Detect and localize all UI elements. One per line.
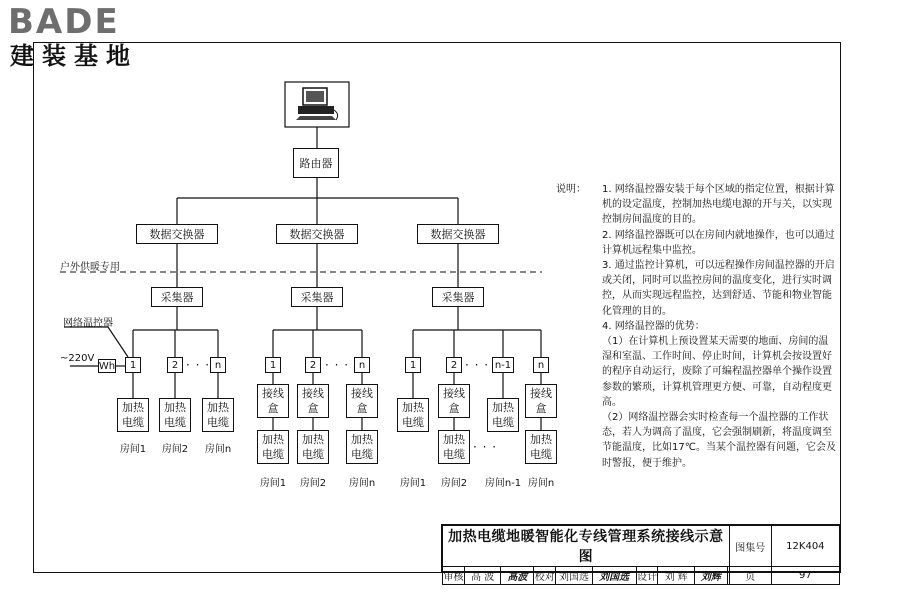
note-number: 1. xyxy=(602,184,612,195)
room-label: 房间1 xyxy=(119,444,147,455)
junction-box: 接线盒 xyxy=(438,384,470,418)
watt-meter: Wh xyxy=(98,360,116,372)
thermostat-unit: n-1 xyxy=(492,357,514,373)
collector-2: 采集器 xyxy=(291,287,343,307)
junction-box: 接线盒 xyxy=(257,384,289,418)
notes xyxy=(556,182,836,471)
thermostat-unit: n xyxy=(533,357,549,373)
title-block xyxy=(441,524,841,583)
note-text: 网络温控器既可以在房间内就地操作，也可以通过计算机远程集中监控。 xyxy=(602,229,835,256)
thermostat-unit: n xyxy=(354,357,370,373)
heating-cable-box: 加热电缆 xyxy=(525,430,557,464)
room-label: 房间n xyxy=(527,478,555,489)
check-label: 校对 xyxy=(534,567,556,585)
note-sub-item: （1）在计算机上预设置某天需要的地面、房间的温湿和室温、工作时间、停止时间，计算机会按设置好的程序自动运行，废除了可编程温控器单个操作设置参数的繁琐，计算机管理更方便、可靠，自动程度更高。 xyxy=(602,336,832,408)
router-box: 路由器 xyxy=(293,148,339,178)
logo-brand: BADE xyxy=(8,2,120,42)
heating-cable-box: 加热电缆 xyxy=(487,398,519,432)
logo-subtitle: 建装基地 xyxy=(10,42,138,70)
heating-cable-box: 加热电缆 xyxy=(202,398,234,432)
drawing-title: 加热电缆地暖智能化专线管理系统接线示意图 xyxy=(443,526,730,567)
room-label: 房间1 xyxy=(399,478,427,489)
ellipsis: · · · xyxy=(473,440,498,454)
note-sub-item: （2）网络温控器会实时检查每一个温控器的工作状态，若人为调高了温度，它会强制刷新，将温度调至节能温度，比如17℃。当某个温控器有问题，它会及时警报，便于维护。 xyxy=(602,412,836,469)
junction-box: 接线盒 xyxy=(525,384,557,418)
note-number: 3. xyxy=(602,260,612,272)
thermostat-unit: n xyxy=(210,357,226,373)
thermostat-label: 网络温控器 xyxy=(63,318,113,329)
note-text: 网络温控器的优势： xyxy=(614,320,705,332)
junction-box: 接线盒 xyxy=(346,384,378,418)
room-label: 房间n-1 xyxy=(484,478,522,489)
note-number: 4. xyxy=(602,320,612,332)
computer-icon xyxy=(285,82,349,127)
junction-box: 接线盒 xyxy=(297,384,329,418)
heating-cable-box: 加热电缆 xyxy=(159,398,191,432)
heating-cable-box: 加热电缆 xyxy=(257,430,289,464)
design-name: 刘 辉 xyxy=(658,567,695,585)
room-label: 房间2 xyxy=(161,444,189,455)
heating-cable-box: 加热电缆 xyxy=(397,398,429,432)
heating-cable-box: 加热电缆 xyxy=(438,430,470,464)
review-name: 高 波 xyxy=(464,567,501,585)
outdoor-heating-label: 户外供暖专用 xyxy=(60,262,120,273)
collector-3: 采集器 xyxy=(432,287,484,307)
data-switch-2: 数据交换器 xyxy=(276,224,358,244)
heating-cable-box: 加热电缆 xyxy=(346,430,378,464)
note-text: 网络温控器安装于每个区域的指定位置，根据计算机的设定温度，控制加热电缆电源的开与关，以实现控制房间温度的目的。 xyxy=(602,184,835,226)
thermostat-unit: 2 xyxy=(305,357,321,373)
ellipsis: · · · xyxy=(186,358,211,372)
ellipsis: · · · xyxy=(465,358,490,372)
power-label: ~220V xyxy=(60,353,95,364)
heating-cable-box: 加热电缆 xyxy=(117,398,149,432)
review-signature: 高波 xyxy=(501,567,534,585)
review-label: 审核 xyxy=(443,567,465,585)
thermostat-unit: 2 xyxy=(446,357,462,373)
check-name: 刘国选 xyxy=(556,567,593,585)
page-label: 页 xyxy=(729,567,771,585)
ellipsis: · · · xyxy=(325,358,350,372)
thermostat-unit: 1 xyxy=(125,357,141,373)
room-label: 房间n xyxy=(204,444,232,455)
check-signature: 刘国选 xyxy=(592,567,636,585)
heating-cable-box: 加热电缆 xyxy=(297,430,329,464)
room-label: 房间n xyxy=(348,478,376,489)
room-label: 房间2 xyxy=(440,478,468,489)
data-switch-3: 数据交换器 xyxy=(417,224,499,244)
thermostat-unit: 2 xyxy=(167,357,183,373)
design-signature: 刘辉 xyxy=(694,567,727,585)
design-label: 设计 xyxy=(636,567,658,585)
room-label: 房间1 xyxy=(259,478,287,489)
atlas-label: 图集号 xyxy=(729,526,771,567)
data-switch-1: 数据交换器 xyxy=(136,224,218,244)
atlas-number: 12K404 xyxy=(771,526,839,567)
notes-heading: 说明： xyxy=(556,184,586,195)
note-number: 2. xyxy=(602,229,612,241)
page-number: 97 xyxy=(771,567,839,585)
thermostat-unit: 1 xyxy=(265,357,281,373)
thermostat-unit: 1 xyxy=(405,357,421,373)
room-label: 房间2 xyxy=(299,478,327,489)
collector-1: 采集器 xyxy=(151,287,203,307)
note-text: 通过监控计算机，可以远程操作房间温控器的开启或关闭，同时可以监控房间的温度变化，进行实时调控，从而实现远程监控，达到舒适、节能和物业智能化管理的目的。 xyxy=(602,260,835,317)
